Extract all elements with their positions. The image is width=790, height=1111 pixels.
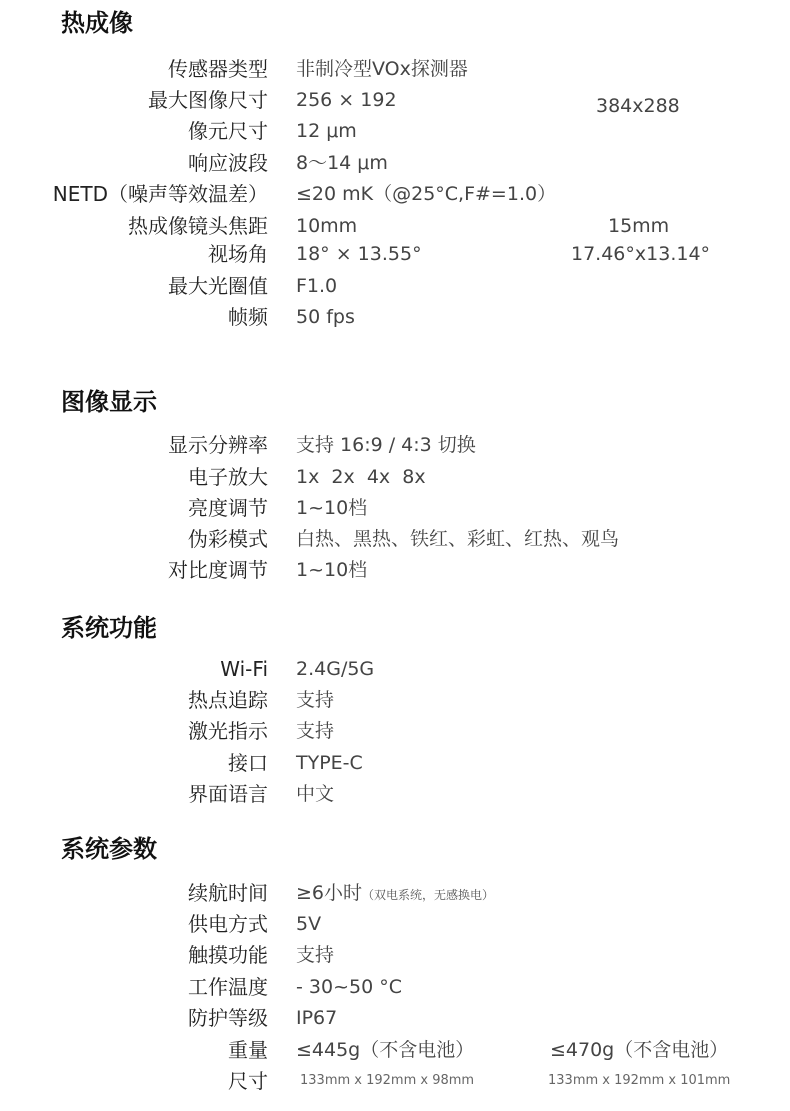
spec-row-frame-rate <box>0 302 790 332</box>
spec-label: 像元尺寸 <box>188 119 268 143</box>
spec-row-ip <box>0 1003 790 1033</box>
spec-value: 10mm <box>296 215 358 237</box>
spec-label: 伪彩模式 <box>188 527 268 551</box>
spec-row-battery <box>0 878 790 908</box>
spec-label: 触摸功能 <box>188 943 268 967</box>
spec-row-contrast <box>0 555 790 585</box>
spec-label: 续航时间 <box>188 881 268 905</box>
spec-label: 防护等级 <box>188 1006 268 1030</box>
spec-value: 18° × 13.55° <box>296 243 422 265</box>
spec-row-resolution <box>0 430 790 460</box>
spec-row-wifi <box>0 654 790 684</box>
spec-row-weight <box>0 1035 790 1065</box>
spec-value: 12 μm <box>296 120 357 142</box>
spec-label: 帧频 <box>228 305 268 329</box>
spec-label: 供电方式 <box>188 912 268 936</box>
spec-value: 8～14 μm <box>296 152 388 174</box>
spec-value <box>296 878 494 910</box>
spec-label: 热成像镜头焦距 <box>128 214 268 238</box>
section-title-thermal: 热成像 <box>61 9 133 37</box>
spec-row-response-band <box>0 148 790 178</box>
spec-label: 显示分辨率 <box>168 433 268 457</box>
spec-row-pseudo-color <box>0 524 790 554</box>
spec-label: Wi-Fi <box>220 657 268 681</box>
spec-label: NETD（噪声等效温差） <box>52 182 268 206</box>
spec-value: 50 fps <box>296 306 355 328</box>
spec-value-alt: 133mm x 192mm x 101mm <box>548 1073 731 1088</box>
spec-row-netd <box>0 179 790 209</box>
spec-value: 非制冷型VOx探测器 <box>296 58 468 80</box>
spec-value: 中文 <box>296 783 335 805</box>
spec-value: 支持 16:9 / 4:3 切换 <box>296 434 476 456</box>
spec-row-sensor-type <box>0 54 790 84</box>
spec-label: 界面语言 <box>188 782 268 806</box>
spec-row-pixel-size <box>0 116 790 146</box>
spec-label: 传感器类型 <box>168 57 268 81</box>
spec-value: 支持 <box>296 944 335 966</box>
section-title-params: 系统参数 <box>61 835 157 863</box>
spec-label: 重量 <box>228 1038 268 1062</box>
spec-value: TYPE-C <box>296 752 363 774</box>
spec-value: 白热、黑热、铁红、彩虹、红热、观鸟 <box>296 528 620 550</box>
spec-value: 1~10档 <box>296 559 368 581</box>
section-title-display: 图像显示 <box>61 388 157 416</box>
spec-value: 支持 <box>296 720 335 742</box>
spec-row-power <box>0 909 790 939</box>
spec-row-focal-length <box>0 211 790 241</box>
spec-row-size <box>0 1066 790 1096</box>
spec-value: IP67 <box>296 1007 338 1029</box>
spec-value: 256 × 192 <box>296 89 397 111</box>
spec-label: 最大光圈值 <box>168 274 268 298</box>
spec-value: 1~10档 <box>296 497 368 519</box>
spec-label: 工作温度 <box>188 975 268 999</box>
spec-row-hotspot <box>0 685 790 715</box>
spec-label: 接口 <box>228 751 268 775</box>
spec-row-port <box>0 748 790 778</box>
spec-value-alt: 17.46°x13.14° <box>571 243 711 265</box>
spec-value-alt: ≤470g（不含电池） <box>550 1039 729 1061</box>
spec-label: 亮度调节 <box>188 496 268 520</box>
spec-row-touch <box>0 940 790 970</box>
spec-value: 支持 <box>296 689 335 711</box>
battery-note: （双电系统，无感换电） <box>362 888 495 902</box>
spec-label: 响应波段 <box>188 151 268 175</box>
spec-value: ≤20 mK（@25°C,F#=1.0） <box>296 183 557 205</box>
battery-value: ≥6小时 <box>296 882 363 904</box>
spec-label: 激光指示 <box>188 719 268 743</box>
spec-label: 最大图像尺寸 <box>148 88 268 112</box>
spec-row-zoom <box>0 462 790 492</box>
spec-value: F1.0 <box>296 275 338 297</box>
spec-label: 热点追踪 <box>188 688 268 712</box>
spec-label: 对比度调节 <box>168 558 268 582</box>
spec-value-alt: 384x288 <box>596 95 680 117</box>
spec-row-max-aperture <box>0 271 790 301</box>
spec-row-temp <box>0 972 790 1002</box>
spec-label: 视场角 <box>208 242 268 266</box>
spec-row-language <box>0 779 790 809</box>
spec-value-alt: 15mm <box>608 215 670 237</box>
spec-value: 2.4G/5G <box>296 658 375 680</box>
spec-value: 1x 2x 4x 8x <box>296 466 426 488</box>
spec-row-laser <box>0 716 790 746</box>
spec-value: - 30~50 °C <box>296 976 402 998</box>
spec-value: ≤445g（不含电池） <box>296 1039 475 1061</box>
spec-value: 133mm x 192mm x 98mm <box>300 1073 475 1088</box>
section-title-functions: 系统功能 <box>61 614 157 642</box>
spec-value: 5V <box>296 913 322 935</box>
spec-row-brightness <box>0 493 790 523</box>
spec-row-fov <box>0 239 790 269</box>
spec-label: 尺寸 <box>228 1069 268 1093</box>
spec-label: 电子放大 <box>188 465 268 489</box>
